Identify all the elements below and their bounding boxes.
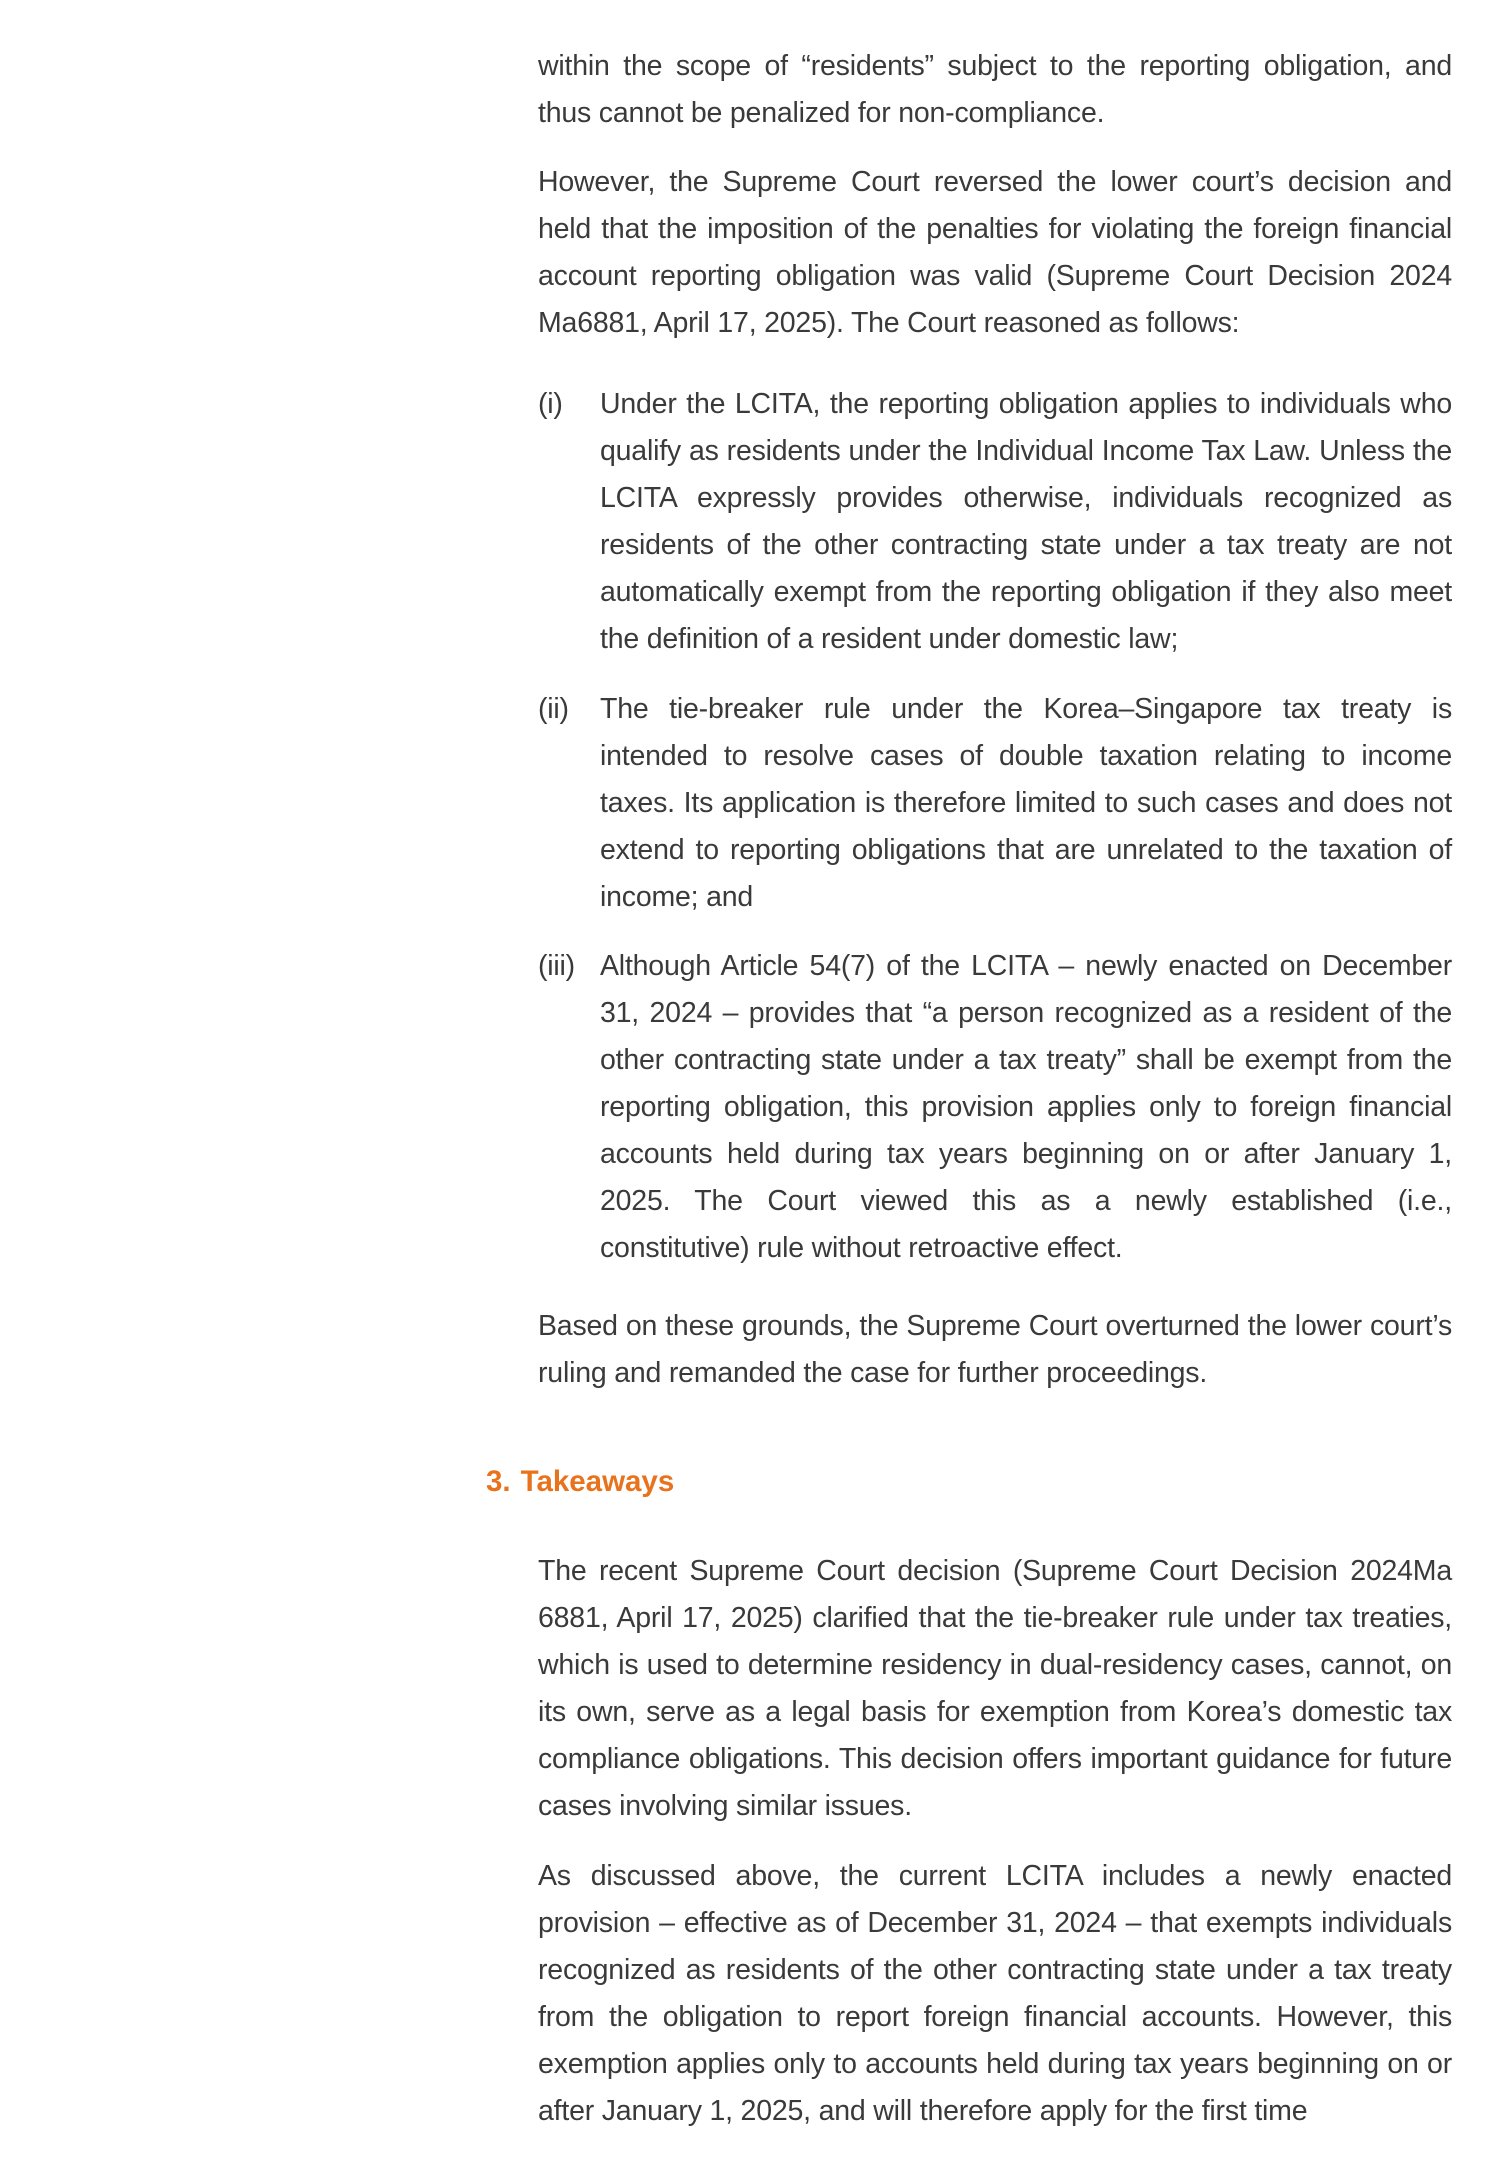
list-item-reason-1 (538, 381, 1452, 663)
section-heading-takeaways (486, 1458, 674, 1505)
list-item-text: The tie-breaker rule under the Korea–Singapore tax treaty is intended to resolve cases of double taxation relating to income taxes. Its application is therefore limited to such cases and does not extend to reporting obligations that are unrelated to the taxation of income; and (600, 693, 1452, 913)
paragraph-supreme-court-reversal (538, 159, 1452, 347)
paragraph-takeaway-provision (538, 1853, 1452, 2135)
list-marker: (iii) (538, 950, 575, 982)
paragraph-remand (538, 1303, 1452, 1397)
section-title: Takeaways (520, 1465, 675, 1498)
list-item-reason-3 (538, 943, 1452, 1272)
list-marker: (i) (538, 388, 563, 420)
list-item-reason-2 (538, 686, 1452, 921)
section-number: 3. (486, 1465, 511, 1498)
paragraph-text: within the scope of “residents” subject to the reporting obligation, and thus cannot be penalized for non-compliance. (538, 50, 1452, 129)
paragraph-text: However, the Supreme Court reversed the lower court’s decision and held that the imposition of the penalties for violating the foreign financial account reporting obligation was valid (Supreme Court Decision 2024 Ma6881, April 17, 2025). The Court reasoned as follows: (538, 166, 1452, 339)
list-item-text: Although Article 54(7) of the LCITA – newly enacted on December 31, 2024 – provides that “a person recognized as a resident of the other contracting state under a tax treaty” shall be exempt from the reporting obligation, this provision applies only to foreign financial accounts held during tax years beginning on or after January 1, 2025. The Court viewed this as a newly established (i.e., constitutive) rule without retroactive effect. (600, 950, 1452, 1264)
list-item-text: Under the LCITA, the reporting obligation applies to individuals who qualify as residents under the Individual Income Tax Law. Unless the LCITA expressly provides otherwise, individuals recognized as residents of the other contracting state under a tax treaty are not automatically exempt from the reporting obligation if they also meet the definition of a resident under domestic law; (600, 388, 1452, 655)
paragraph-residents-scope (538, 43, 1452, 137)
paragraph-text: Based on these grounds, the Supreme Court overturned the lower court’s ruling and remanded the case for further proceedings. (538, 1310, 1452, 1389)
list-marker: (ii) (538, 693, 569, 725)
paragraph-text: As discussed above, the current LCITA includes a newly enacted provision – effective as of December 31, 2024 – that exempts individuals recognized as residents of the other contracting state under a tax treaty from the obligation to report foreign financial accounts. However, this exemption applies only to accounts held during tax years beginning on or after January 1, 2025, and will therefore apply for the first time (538, 1860, 1452, 2127)
paragraph-takeaway-decision (538, 1548, 1452, 1830)
paragraph-text: The recent Supreme Court decision (Supreme Court Decision 2024Ma 6881, April 17, 2025) clarified that the tie-breaker rule under tax treaties, which is used to determine residency in dual-residency cases, cannot, on its own, serve as a legal basis for exemption from Korea’s domestic tax compliance obligations. This decision offers important guidance for future cases involving similar issues. (538, 1555, 1452, 1822)
